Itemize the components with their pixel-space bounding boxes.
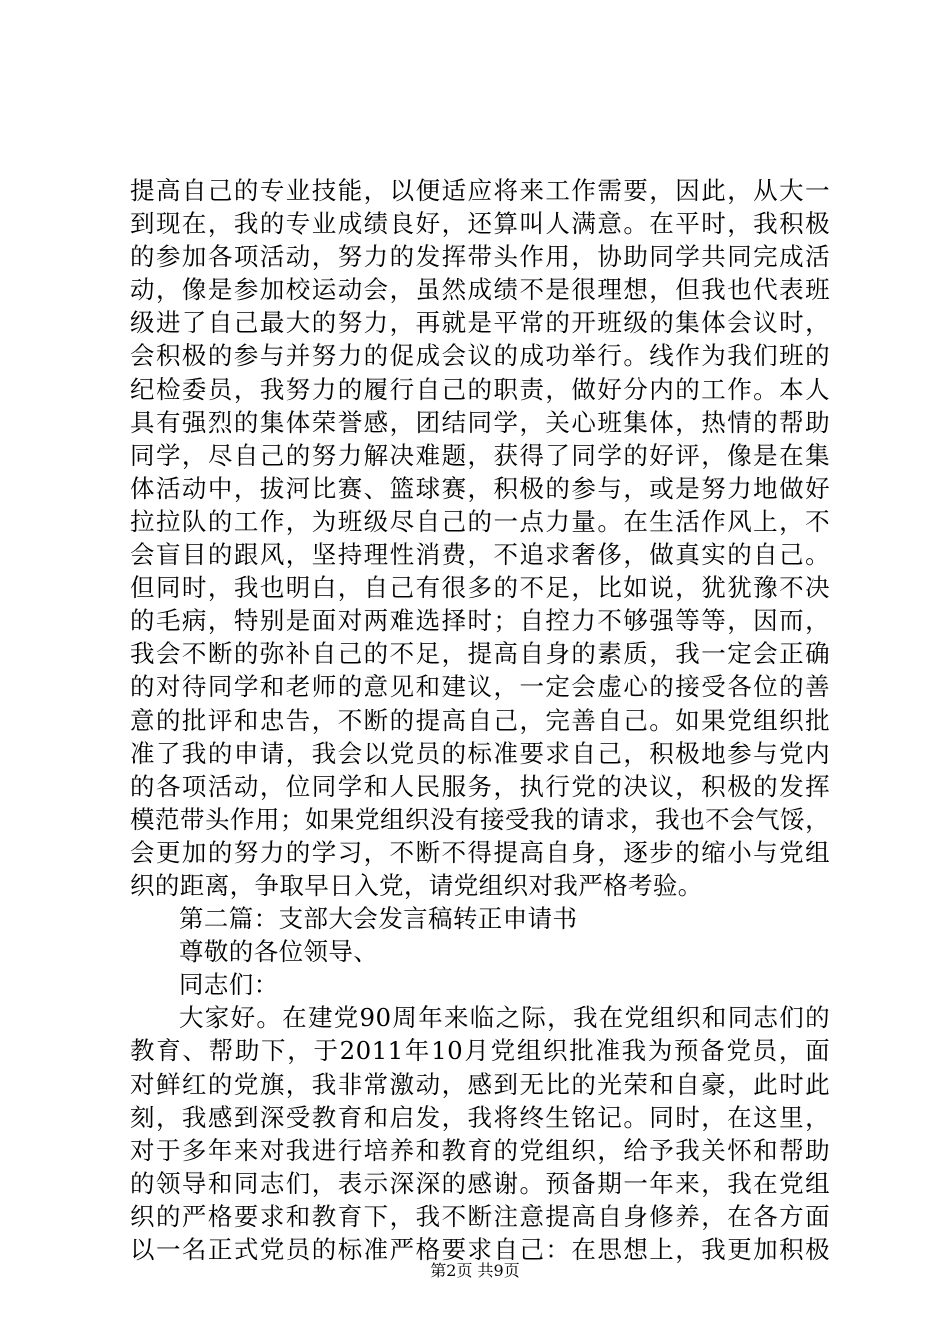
text-line: 的毛病，特别是面对两难选择时；自控力不够强等等，因而， [130,606,830,636]
text-line: 提高自己的专业技能，以便适应将来工作需要，因此，从大一 [130,176,830,205]
text-line: 动，像是参加校运动会，虽然成绩不是很理想，但我也代表班 [130,275,830,305]
text-line: 到现在，我的专业成绩良好，还算叫人满意。在平时，我积极 [130,209,830,239]
text-line: 的领导和同志们，表示深深的感谢。预备期一年来，我在党组 [130,1168,830,1198]
text-line: 准了我的申请，我会以党员的标准要求自己，积极地参与党内 [130,738,830,768]
text-line: 会更加的努力的学习，不断不得提高自身，逐步的缩小与党组 [130,837,830,867]
text-line: 但同时，我也明白，自己有很多的不足，比如说，犹犹豫不决 [130,573,830,603]
text-line: 教育、帮助下，于2011年10月党组织批准我为预备党员，面 [130,1036,830,1066]
page-number-footer: 第2页 共9页 [430,1261,520,1280]
text-line: 刻，我感到深受教育和启发，我将终生铭记。同时，在这里， [130,1102,830,1132]
salutation-line: 尊敬的各位领导、 [179,937,379,967]
document-body [130,174,830,1266]
section-title: 第二篇：支部大会发言稿转正申请书 [179,904,578,934]
text-line: 织的距离，争取早日入党，请党组织对我严格考验。 [130,870,703,900]
text-line: 的各项活动，位同学和人民服务，执行党的决议，积极的发挥 [130,771,830,801]
text-line: 我会不断的弥补自己的不足，提高自身的素质，我一定会正确 [130,639,830,669]
text-line: 级进了自己最大的努力，再就是平常的开班级的集体会议时， [130,308,830,338]
text-line: 意的批评和忠告，不断的提高自己，完善自己。如果党组织批 [130,705,830,735]
text-line: 模范带头作用；如果党组织没有接受我的请求，我也不会气馁， [130,804,830,834]
salutation-line: 同志们： [179,970,279,1000]
text-line: 会积极的参与并努力的促成会议的成功举行。线作为我们班的 [130,341,830,371]
text-line: 的参加各项活动，努力的发挥带头作用，协助同学共同完成活 [130,242,830,272]
text-line: 织的严格要求和教育下，我不断注意提高自身修养，在各方面 [130,1201,830,1231]
text-line: 拉拉队的工作，为班级尽自己的一点力量。在生活作风上，不 [130,506,830,536]
text-line: 以一名正式党员的标准严格要求自己：在思想上，我更加积极 [130,1235,830,1264]
text-line: 对鲜红的党旗，我非常激动，感到无比的光荣和自豪，此时此 [130,1069,830,1099]
text-line: 同学，尽自己的努力解决难题，获得了同学的好评，像是在集 [130,440,830,470]
text-line: 纪检委员，我努力的履行自己的职责，做好分内的工作。本人 [130,374,830,404]
text-line: 的对待同学和老师的意见和建议，一定会虚心的接受各位的善 [130,672,830,702]
text-line: 大家好。在建党90周年来临之际，我在党组织和同志们的 [179,1003,830,1033]
text-line: 具有强烈的集体荣誉感，团结同学，关心班集体，热情的帮助 [130,407,830,437]
text-line: 体活动中，拔河比赛、篮球赛，积极的参与，或是努力地做好 [130,473,830,503]
text-line: 对于多年来对我进行培养和教育的党组织，给予我关怀和帮助 [130,1135,830,1165]
text-line: 会盲目的跟风，坚持理性消费，不追求奢侈，做真实的自己。 [130,540,830,570]
